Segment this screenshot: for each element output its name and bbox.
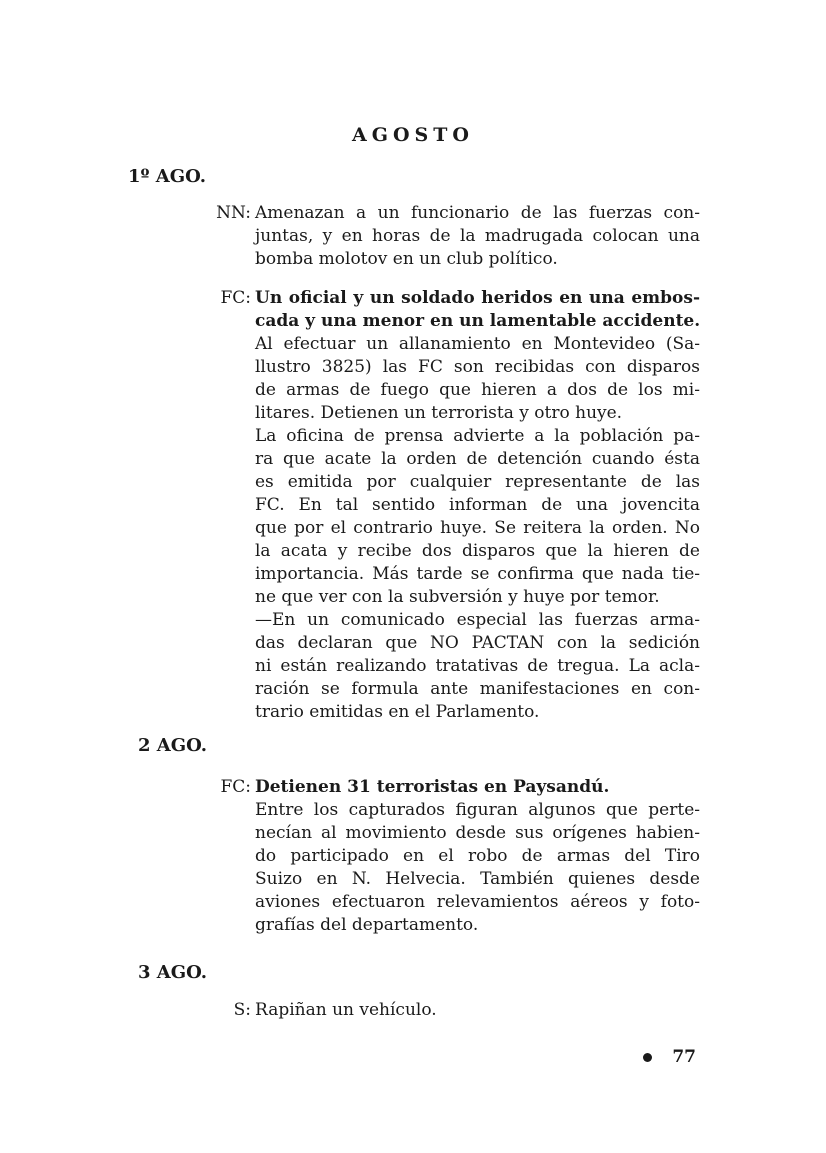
entry <box>205 776 700 937</box>
text-line: aviones efectuaron relevamientos aéreos y foto- <box>255 892 700 912</box>
text-line: litares. Detienen un terrorista y otro huye. <box>255 403 623 423</box>
entry-text <box>205 287 700 724</box>
entry-text <box>205 202 700 271</box>
text-line: importancia. Más tarde se confirma que nada tie- <box>255 564 700 584</box>
text-line: llustro 3825) las FC son recibidas con disparos <box>255 357 700 377</box>
entry-code: S: <box>233 1000 251 1020</box>
text-line: FC. En tal sentido informan de una jovencita <box>255 495 700 515</box>
text-line: bomba molotov en un club político. <box>255 249 558 269</box>
text-line: Detienen 31 terroristas en Paysandú. <box>255 777 610 797</box>
text-line: Entre los capturados figuran algunos que perte- <box>255 800 700 820</box>
text-line: das declaran que NO PACTAN con la sedición <box>255 633 700 653</box>
entry <box>205 202 700 271</box>
page-number-text: 77 <box>672 1047 696 1067</box>
text-line: do participado en el robo de armas del Tiro <box>255 846 700 866</box>
text-line: La oficina de prensa advierte a la población pa- <box>255 426 700 446</box>
bullet-icon <box>643 1053 652 1062</box>
text-line: necían al movimiento desde sus orígenes habien- <box>255 823 700 843</box>
text-line: ne que ver con la subversión y huye por temor. <box>255 587 660 607</box>
text-line: cada y una menor en un lamentable accidente. <box>255 311 701 331</box>
page-number <box>643 1047 696 1067</box>
entry-code: NN: <box>216 203 251 223</box>
text-line: ni están realizando tratativas de tregua. La acla- <box>255 656 700 676</box>
text-line: Amenazan a un funcionario de las fuerzas con- <box>255 203 700 223</box>
text-line: ra que acate la orden de detención cuando ésta <box>255 449 700 469</box>
text-line: Rapiñan un vehículo. <box>255 1000 437 1020</box>
entry <box>205 287 700 724</box>
text-line: juntas, y en horas de la madrugada colocan una <box>255 226 700 246</box>
day-heading: 3 AGO. <box>138 962 208 983</box>
entry <box>205 999 700 1022</box>
entry-text <box>205 999 700 1022</box>
text-line: trario emitidas en el Parlamento. <box>255 702 540 722</box>
text-line: la acata y recibe dos disparos que la hieren de <box>255 541 700 561</box>
entry-code: FC: <box>220 777 251 797</box>
text-line: ración se formula ante manifestaciones en con- <box>255 679 700 699</box>
month-title: AGOSTO <box>352 124 474 146</box>
text-line: Un oficial y un soldado heridos en una embos- <box>255 288 700 308</box>
day-heading: 2 AGO. <box>138 735 208 756</box>
entry-code: FC: <box>220 288 251 308</box>
text-line: Suizo en N. Helvecia. También quienes desde <box>255 869 700 889</box>
text-line: de armas de fuego que hieren a dos de los mi- <box>255 380 700 400</box>
text-line: que por el contrario huye. Se reitera la orden. No <box>255 518 700 538</box>
entry-text <box>205 776 700 937</box>
text-line: grafías del departamento. <box>255 915 479 935</box>
text-line: —En un comunicado especial las fuerzas arma- <box>255 610 700 630</box>
text-line: Al efectuar un allanamiento en Montevideo (Sa- <box>255 334 700 354</box>
text-line: es emitida por cualquier representante de las <box>255 472 700 492</box>
day-heading: 1º AGO. <box>128 166 207 187</box>
